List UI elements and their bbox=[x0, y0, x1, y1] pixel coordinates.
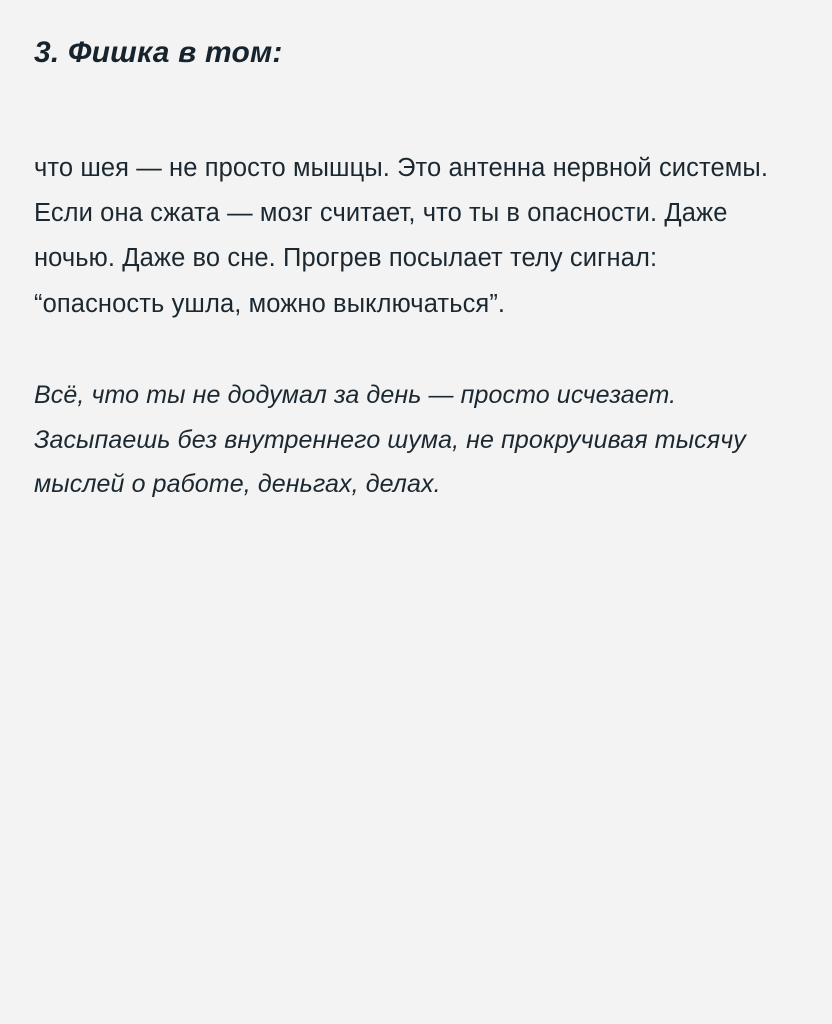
body-paragraph: что шея — не просто мышцы. Это антенна нервной системы. Если она сжата — мозг считает, что ты в опасности. Даже ночью. Даже во сне. Прогрев посылает телу сигнал: “опасность ушла, можно выключаться”. bbox=[34, 153, 769, 318]
italic-paragraph: Всё, что ты не додумал за день — просто исчезает. Засыпаешь без внутреннего шума, не прокручивая тысячу мыслей о работе, деньгах, делах. bbox=[34, 381, 746, 498]
page-heading: 3. Фишка в том: bbox=[34, 36, 283, 69]
body-paragraph-block bbox=[34, 146, 774, 328]
italic-paragraph-block bbox=[34, 373, 754, 507]
